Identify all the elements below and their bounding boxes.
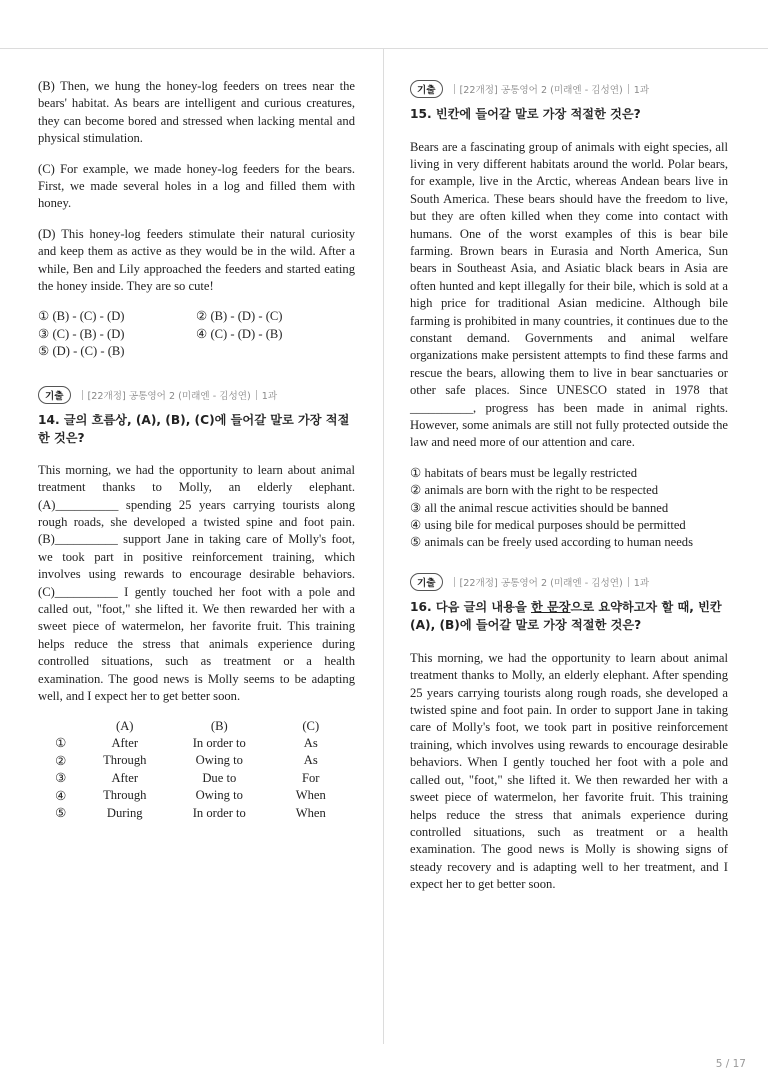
- q16-lesson: 1과: [633, 577, 650, 589]
- q16-title-part: 으로 요약하고자 할 때, 빈칸 (A), (B)에 들어갈 말로 가장 적절한 것은?: [410, 599, 722, 633]
- q15-option-3[interactable]: ③ all the animal rescue activities should be banned: [410, 500, 669, 515]
- q14-lesson: 1과: [261, 390, 278, 402]
- q14-title: 14. 글의 흐름상, (A), (B), (C)에 들어갈 말로 가장 적절한 것은?: [38, 412, 350, 446]
- option-b: Due to: [202, 770, 237, 785]
- q13-option-3[interactable]: ③ (C) - (B) - (D): [38, 326, 125, 341]
- option-a: Through: [103, 753, 147, 768]
- option-number: ③: [55, 771, 67, 786]
- q16-title-part: 16. 다음 글의 내용을: [410, 599, 531, 614]
- right-column: [410, 79, 728, 894]
- paragraph-d: (D) This honey-log feeders stimulate their natural curiosity and keep them as active as they would be in the wild. After a while, Ben and Lily approached the feeders and started eating the honey inside. They are so cute!: [38, 226, 355, 294]
- q14-table-header: [44, 717, 355, 734]
- paragraph-c: (C) For example, we made honey-log feeders for the bears. First, we made several holes in a log and filled them with honey.: [38, 161, 355, 211]
- option-a: After: [111, 735, 139, 750]
- q14-tag-badge: 기출: [38, 386, 71, 404]
- q14-option-row-3[interactable]: [44, 770, 355, 787]
- q15-title: 15. 빈칸에 들어갈 말로 가장 적절한 것은?: [410, 107, 641, 121]
- q15-source-line: [410, 79, 728, 99]
- option-c: As: [303, 735, 318, 750]
- q13-option-2[interactable]: ② (B) - (D) - (C): [196, 309, 283, 324]
- option-a: During: [106, 805, 143, 820]
- q14-option-row-1[interactable]: [44, 735, 355, 752]
- q14-option-row-4[interactable]: [44, 787, 355, 804]
- option-b: In order to: [192, 735, 246, 750]
- q16-tag-badge: 기출: [410, 573, 443, 591]
- option-number: ⑤: [55, 806, 67, 821]
- option-number: ①: [55, 736, 67, 751]
- paragraph-b: (B) Then, we hung the honey-log feeders on trees near the bears' habitat. As bears are intelligent and curious creatures, they can become bored and stressed when lacking mental and physical stimulation.: [38, 79, 355, 146]
- page-number: 5 / 17: [715, 1058, 746, 1070]
- option-c: As: [303, 753, 318, 768]
- column-divider: [383, 49, 384, 1044]
- option-b: Owing to: [195, 753, 243, 768]
- q15-option-4[interactable]: ④ using bile for medical purposes should be permitted: [410, 518, 686, 533]
- header-cell-b: (B): [210, 718, 228, 733]
- q15-passage: Bears are a fascinating group of animals with eight species, all living in very different habitats around the world. Polar bears, for example, live in the Arctic, whereas Andean bears live in South America. These bears should have the freedom to live, but they are often killed when they come into contact with humans. One of the worst examples of this is bear bile farming. Brown bears in Eurasia and North America, Sun bears in Southeast Asia, and Asiatic black bears in Asia are often hunted and kept illegally for their bile, which is sold at a high price for traditional Asian medicine. Although bile farming is prohibited in many countries, it continues due to the constant demand. Governments and animal welfare organizations make persistent attempts to find these farms and rescue the bears, allowing them to live in bear sanctuaries or other safe places. Since UNESCO stated in 1978 that __________, progress has been made in animal rights. However, some animals are still not fully protected outside the law and need more of our attention and care.: [410, 139, 728, 450]
- q16-title-underlined: 한 문장: [530, 599, 571, 614]
- q13-options: [38, 308, 355, 360]
- q16-title: [410, 598, 728, 635]
- option-number: ④: [55, 788, 67, 803]
- option-b: In order to: [192, 805, 246, 820]
- q16-source-line: [410, 572, 728, 592]
- header-cell-c: (C): [302, 718, 320, 733]
- option-number: ②: [55, 753, 67, 768]
- q13-option-5[interactable]: ⑤ (D) - (C) - (B): [38, 344, 125, 359]
- q15-option-1[interactable]: ① habitats of bears must be legally restricted: [410, 465, 638, 480]
- q14-source-line: [38, 385, 355, 405]
- q14-answer-table: [44, 717, 355, 821]
- q14-passage: This morning, we had the opportunity to learn about animal treatment thanks to Molly, an elderly elephant. (A)__________ spending 25 years carrying tourists along rough roads, she developed a twisted spine and foot pain. (B)__________ support Jane in taking care of Molly's foot, we took part in positive reinforcement training, which involves using rewards to encourage desirable behaviors. (C)__________ I gently touched her foot with a pole and called out, "foot," she lifted it. We then rewarded her with a sweet piece of watermelon, her favorite fruit. This training helps reduce the stress that animals experience during controlled situations, such as treatment or a health examination. The good news is Molly seems to be adapting well, and I expect her to get better soon.: [38, 462, 355, 703]
- q16-passage: This morning, we had the opportunity to learn about animal treatment thanks to Molly, an elderly elephant. After spending 25 years carrying tourists along rough roads, she developed a twisted spine and foot pain. In order to support Jane in taking care of Molly's foot, we took part in positive reinforcement training, which involves using rewards to encourage desirable behaviors. When I gently touched her foot with a pole and called out, "foot," she lifted it. We then rewarded her with a sweet piece of watermelon, her favorite fruit. This training helps reduce the stress that animals experience during controlled situations, such as treatment or a health examination. The good news is Molly is showing signs of steady recovery and is adapting well to her treatment, and I expect her to get better soon.: [410, 650, 728, 892]
- option-a: Through: [103, 788, 147, 803]
- q14-option-row-5[interactable]: [44, 804, 355, 821]
- q13-option-1[interactable]: ① (B) - (C) - (D): [38, 309, 125, 324]
- left-column: [38, 78, 355, 822]
- q15-source: [22개정] 공통영어 2 (미래엔 - 김성연): [459, 85, 623, 96]
- q15-option-5[interactable]: ⑤ animals can be freely used according to human needs: [410, 535, 694, 550]
- option-c: When: [295, 788, 326, 803]
- q15-option-2[interactable]: ② animals are born with the right to be respected: [410, 483, 659, 498]
- q15-options: [410, 465, 728, 552]
- q14-option-row-2[interactable]: [44, 752, 355, 769]
- q16-source: [22개정] 공통영어 2 (미래엔 - 김성연): [459, 577, 623, 589]
- q15-tag-badge: 기출: [410, 80, 443, 98]
- header-cell: [44, 717, 77, 734]
- option-b: Owing to: [195, 788, 243, 803]
- q14-source: [22개정] 공통영어 2 (미래엔 - 김성연): [87, 390, 251, 402]
- header-cell-a: (A): [116, 718, 134, 733]
- option-c: When: [295, 805, 326, 820]
- option-a: After: [111, 770, 139, 785]
- q13-option-4[interactable]: ④ (C) - (D) - (B): [196, 326, 283, 341]
- q15-lesson: 1과: [633, 85, 650, 96]
- header-rule: [0, 48, 768, 49]
- option-c: For: [302, 770, 320, 785]
